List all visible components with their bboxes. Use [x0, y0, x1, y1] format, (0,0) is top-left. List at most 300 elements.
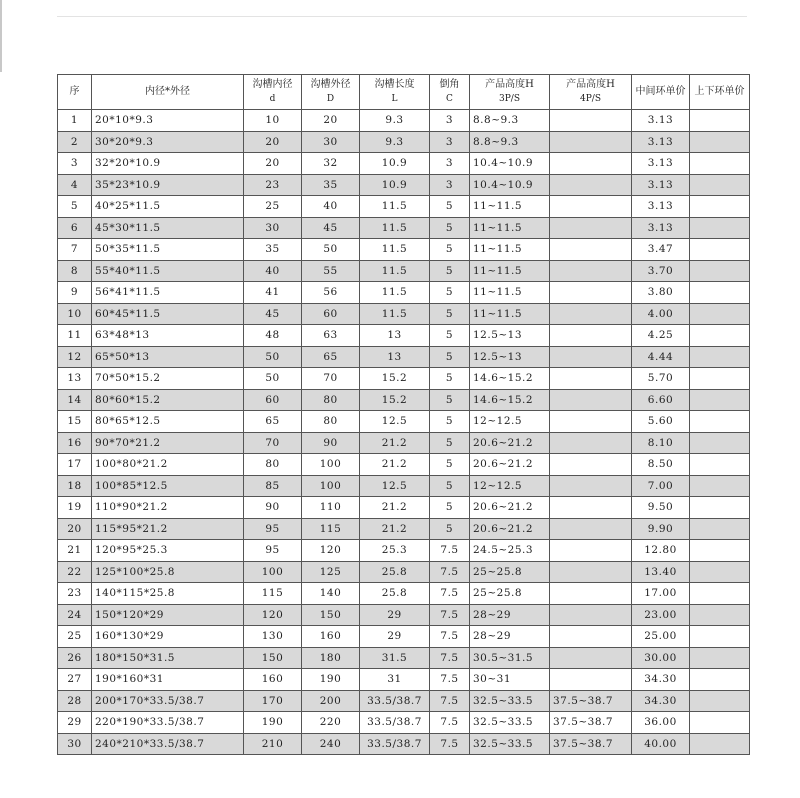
- table-row: [58, 110, 750, 132]
- table-cell: 27: [58, 669, 92, 691]
- table-cell: [690, 561, 750, 583]
- table-cell: 36.00: [632, 712, 690, 734]
- table-cell: 20.6~21.2: [470, 518, 550, 540]
- table-cell: 95: [244, 518, 302, 540]
- table-cell: 20.6~21.2: [470, 497, 550, 519]
- table-cell: 11.5: [360, 239, 430, 261]
- table-cell: 21: [58, 540, 92, 562]
- table-cell: 14.6~15.2: [470, 368, 550, 390]
- table-cell: 200*170*33.5/38.7: [92, 690, 244, 712]
- table-row: [58, 282, 750, 304]
- table-cell: [690, 454, 750, 476]
- window-edge: [0, 0, 2, 72]
- table-cell: 12~12.5: [470, 411, 550, 433]
- table-row: [58, 325, 750, 347]
- table-cell: 9.3: [360, 110, 430, 132]
- table-cell: 28~29: [470, 626, 550, 648]
- table-cell: [690, 497, 750, 519]
- table-cell: 25~25.8: [470, 561, 550, 583]
- table-cell: 5.60: [632, 411, 690, 433]
- table-cell: [550, 475, 632, 497]
- table-cell: 5: [430, 239, 470, 261]
- table-cell: 8.10: [632, 432, 690, 454]
- table-cell: [550, 131, 632, 153]
- table-cell: 40.00: [632, 733, 690, 755]
- table-cell: [690, 475, 750, 497]
- table-cell: 16: [58, 432, 92, 454]
- column-header-label: 沟槽长度: [374, 79, 415, 90]
- table-cell: 3.80: [632, 282, 690, 304]
- table-cell: 5: [430, 432, 470, 454]
- table-cell: [550, 411, 632, 433]
- table-row: [58, 346, 750, 368]
- table-cell: [550, 497, 632, 519]
- table-cell: 190*160*31: [92, 669, 244, 691]
- table-header: [58, 75, 750, 110]
- table-cell: 34.30: [632, 690, 690, 712]
- table-cell: 220: [302, 712, 360, 734]
- column-header-label: 产品高度H: [566, 79, 615, 90]
- table-cell: 30.5~31.5: [470, 647, 550, 669]
- table-cell: 63: [302, 325, 360, 347]
- table-cell: 20*10*9.3: [92, 110, 244, 132]
- table-cell: [690, 131, 750, 153]
- table-row: [58, 690, 750, 712]
- table-cell: [550, 346, 632, 368]
- table-cell: 8: [58, 260, 92, 282]
- table-cell: 45*30*11.5: [92, 217, 244, 239]
- table-cell: [550, 196, 632, 218]
- table-cell: [690, 153, 750, 175]
- table-cell: 70*50*15.2: [92, 368, 244, 390]
- table-cell: 190: [244, 712, 302, 734]
- table-cell: 3.13: [632, 110, 690, 132]
- table-cell: [690, 239, 750, 261]
- table-cell: 41: [244, 282, 302, 304]
- table-cell: 6: [58, 217, 92, 239]
- table-cell: 13: [58, 368, 92, 390]
- table-cell: 3.13: [632, 153, 690, 175]
- table-cell: 120*95*25.3: [92, 540, 244, 562]
- column-header-label: 内径*外径: [145, 86, 190, 97]
- table-cell: 13: [360, 325, 430, 347]
- table-cell: 31.5: [360, 647, 430, 669]
- table-cell: [690, 282, 750, 304]
- table-cell: 40*25*11.5: [92, 196, 244, 218]
- column-header: [690, 75, 750, 110]
- table-cell: [690, 260, 750, 282]
- table-cell: 32: [302, 153, 360, 175]
- column-header-label: 沟槽内径: [252, 79, 293, 90]
- table-cell: 100: [302, 454, 360, 476]
- column-header-label: 倒角: [439, 79, 460, 90]
- table-row: [58, 475, 750, 497]
- table-cell: 11.5: [360, 260, 430, 282]
- table-cell: [550, 561, 632, 583]
- table-cell: 7.5: [430, 583, 470, 605]
- table-cell: [690, 110, 750, 132]
- table-cell: [550, 583, 632, 605]
- table-row: [58, 153, 750, 175]
- table-row: [58, 604, 750, 626]
- table-cell: 12.80: [632, 540, 690, 562]
- table-cell: 23: [58, 583, 92, 605]
- table-cell: 17: [58, 454, 92, 476]
- table-row: [58, 712, 750, 734]
- table-cell: 5: [430, 454, 470, 476]
- table-cell: 50*35*11.5: [92, 239, 244, 261]
- table-cell: 7.5: [430, 669, 470, 691]
- table-cell: 5: [430, 196, 470, 218]
- table-cell: 5: [430, 325, 470, 347]
- table-row: [58, 239, 750, 261]
- table-cell: 23.00: [632, 604, 690, 626]
- table-cell: 5: [430, 282, 470, 304]
- table-cell: 11~11.5: [470, 196, 550, 218]
- column-header-label: 序: [69, 86, 80, 97]
- table-cell: 3.47: [632, 239, 690, 261]
- table-cell: 25: [58, 626, 92, 648]
- table-cell: 21.2: [360, 454, 430, 476]
- table-cell: 25: [244, 196, 302, 218]
- table-cell: [690, 174, 750, 196]
- table-cell: [690, 303, 750, 325]
- table-cell: 5: [430, 346, 470, 368]
- table-cell: 7.5: [430, 733, 470, 755]
- table-cell: 120: [302, 540, 360, 562]
- table-cell: [550, 260, 632, 282]
- table-cell: 10: [244, 110, 302, 132]
- table-cell: 40: [244, 260, 302, 282]
- table-cell: 4.25: [632, 325, 690, 347]
- table-cell: 26: [58, 647, 92, 669]
- table-row: [58, 260, 750, 282]
- table-cell: 150: [302, 604, 360, 626]
- table-cell: 4.00: [632, 303, 690, 325]
- table-cell: 100: [244, 561, 302, 583]
- table-cell: 55*40*11.5: [92, 260, 244, 282]
- table-cell: 32.5~33.5: [470, 712, 550, 734]
- table-cell: [550, 217, 632, 239]
- table-cell: 125: [302, 561, 360, 583]
- table-cell: [690, 325, 750, 347]
- table-cell: 14: [58, 389, 92, 411]
- table-cell: 90: [244, 497, 302, 519]
- table-cell: 13: [360, 346, 430, 368]
- table-cell: 45: [302, 217, 360, 239]
- table-cell: 15: [58, 411, 92, 433]
- table-cell: [550, 153, 632, 175]
- table-row: [58, 669, 750, 691]
- table-cell: 5: [430, 389, 470, 411]
- table-cell: 29: [360, 604, 430, 626]
- table-cell: 7: [58, 239, 92, 261]
- table-cell: [690, 346, 750, 368]
- table-cell: 3: [58, 153, 92, 175]
- table-cell: [690, 669, 750, 691]
- table-row: [58, 733, 750, 755]
- table-row: [58, 303, 750, 325]
- table-cell: 7.5: [430, 604, 470, 626]
- table-cell: 125*100*25.8: [92, 561, 244, 583]
- table-cell: 30.00: [632, 647, 690, 669]
- table-cell: 45: [244, 303, 302, 325]
- table-cell: 150*120*29: [92, 604, 244, 626]
- table-cell: 9.3: [360, 131, 430, 153]
- table-cell: 3: [430, 110, 470, 132]
- table-cell: 80: [302, 411, 360, 433]
- table-cell: 30: [244, 217, 302, 239]
- table-cell: 5: [430, 368, 470, 390]
- table-row: [58, 411, 750, 433]
- table-cell: 35: [244, 239, 302, 261]
- table-cell: 7.5: [430, 690, 470, 712]
- table-cell: [550, 432, 632, 454]
- table-cell: [690, 196, 750, 218]
- table-cell: 200: [302, 690, 360, 712]
- table-cell: 120: [244, 604, 302, 626]
- column-header: [92, 75, 244, 110]
- table-cell: [690, 518, 750, 540]
- table-cell: 31: [360, 669, 430, 691]
- table-cell: 30: [302, 131, 360, 153]
- table-cell: 3: [430, 174, 470, 196]
- table-cell: [550, 325, 632, 347]
- table-cell: 21.2: [360, 518, 430, 540]
- table-row: [58, 647, 750, 669]
- table-cell: 30: [58, 733, 92, 755]
- table-cell: 12.5: [360, 475, 430, 497]
- table-cell: 5: [430, 260, 470, 282]
- table-row: [58, 626, 750, 648]
- table-cell: 32.5~33.5: [470, 733, 550, 755]
- table-cell: 160*130*29: [92, 626, 244, 648]
- table-cell: 35*23*10.9: [92, 174, 244, 196]
- table-cell: 37.5~38.7: [550, 733, 632, 755]
- table-cell: 5: [430, 475, 470, 497]
- table-cell: 100*85*12.5: [92, 475, 244, 497]
- table-cell: 10.9: [360, 174, 430, 196]
- column-header: [244, 75, 302, 110]
- table-cell: 11: [58, 325, 92, 347]
- table-cell: [550, 174, 632, 196]
- table-cell: 140*115*25.8: [92, 583, 244, 605]
- column-header: [430, 75, 470, 110]
- table-cell: 60*45*11.5: [92, 303, 244, 325]
- table-cell: 10: [58, 303, 92, 325]
- table-cell: 7.5: [430, 540, 470, 562]
- table-cell: 100: [302, 475, 360, 497]
- table-cell: 20: [302, 110, 360, 132]
- table-cell: [690, 389, 750, 411]
- table-cell: 11.5: [360, 303, 430, 325]
- table-row: [58, 540, 750, 562]
- table-cell: 28: [58, 690, 92, 712]
- table-cell: 29: [360, 626, 430, 648]
- table-row: [58, 583, 750, 605]
- column-header-label: 中间环单价: [635, 86, 686, 97]
- table-cell: [550, 368, 632, 390]
- table-cell: 80*65*12.5: [92, 411, 244, 433]
- table-cell: 1: [58, 110, 92, 132]
- table-cell: 30*20*9.3: [92, 131, 244, 153]
- table-cell: 15.2: [360, 368, 430, 390]
- table-cell: 3.13: [632, 174, 690, 196]
- table-cell: 5.70: [632, 368, 690, 390]
- table-row: [58, 196, 750, 218]
- table-cell: 8.8~9.3: [470, 131, 550, 153]
- table-cell: 18: [58, 475, 92, 497]
- column-header-sublabel: 4P/S: [580, 94, 601, 104]
- table-cell: 60: [244, 389, 302, 411]
- column-header: [58, 75, 92, 110]
- table-cell: 240*210*33.5/38.7: [92, 733, 244, 755]
- column-header-sublabel: D: [326, 94, 335, 104]
- column-header-sublabel: d: [269, 94, 276, 104]
- table-cell: 3: [430, 153, 470, 175]
- column-header-sublabel: L: [391, 94, 398, 104]
- table-cell: [690, 604, 750, 626]
- table-row: [58, 217, 750, 239]
- table-cell: 115*95*21.2: [92, 518, 244, 540]
- table-cell: 190: [302, 669, 360, 691]
- table-row: [58, 389, 750, 411]
- table-cell: [690, 583, 750, 605]
- table-cell: 3: [430, 131, 470, 153]
- table-cell: 5: [430, 411, 470, 433]
- table-cell: 56: [302, 282, 360, 304]
- table-cell: 37.5~38.7: [550, 712, 632, 734]
- table-cell: 50: [244, 346, 302, 368]
- table-row: [58, 432, 750, 454]
- table-cell: [550, 454, 632, 476]
- table-cell: [690, 411, 750, 433]
- table-cell: 22: [58, 561, 92, 583]
- table-cell: 19: [58, 497, 92, 519]
- table-cell: [690, 647, 750, 669]
- table-cell: 11~11.5: [470, 282, 550, 304]
- table-cell: 20: [58, 518, 92, 540]
- table-cell: [690, 540, 750, 562]
- table-cell: 50: [244, 368, 302, 390]
- table-cell: 180: [302, 647, 360, 669]
- table-cell: 220*190*33.5/38.7: [92, 712, 244, 734]
- table-cell: [550, 110, 632, 132]
- table-cell: 160: [244, 669, 302, 691]
- table-row: [58, 368, 750, 390]
- table-cell: 7.00: [632, 475, 690, 497]
- spec-price-table: [57, 74, 750, 755]
- table-cell: 5: [430, 497, 470, 519]
- table-cell: 65: [302, 346, 360, 368]
- column-header-label: 沟槽外径: [310, 79, 351, 90]
- table-cell: [550, 282, 632, 304]
- table-cell: 3.13: [632, 131, 690, 153]
- table-cell: 5: [430, 303, 470, 325]
- table-cell: 80*60*15.2: [92, 389, 244, 411]
- table-cell: 65: [244, 411, 302, 433]
- table-cell: 210: [244, 733, 302, 755]
- table-cell: 55: [302, 260, 360, 282]
- table-cell: 80: [244, 454, 302, 476]
- table-cell: 9.50: [632, 497, 690, 519]
- table-row: [58, 497, 750, 519]
- table-cell: [690, 432, 750, 454]
- table-cell: 7.5: [430, 647, 470, 669]
- table-cell: 28~29: [470, 604, 550, 626]
- table-cell: 70: [302, 368, 360, 390]
- table-cell: 5: [430, 518, 470, 540]
- table-cell: 11~11.5: [470, 260, 550, 282]
- table-cell: 3.70: [632, 260, 690, 282]
- table-cell: 3.13: [632, 217, 690, 239]
- table-cell: 17.00: [632, 583, 690, 605]
- table-cell: 10.4~10.9: [470, 153, 550, 175]
- table-cell: [690, 626, 750, 648]
- table-cell: 48: [244, 325, 302, 347]
- table-cell: [550, 303, 632, 325]
- table-cell: 110*90*21.2: [92, 497, 244, 519]
- table-cell: 20: [244, 153, 302, 175]
- table-cell: [550, 239, 632, 261]
- column-header: [550, 75, 632, 110]
- table-cell: 11.5: [360, 196, 430, 218]
- table-row: [58, 174, 750, 196]
- table-cell: [690, 733, 750, 755]
- table-cell: 8.8~9.3: [470, 110, 550, 132]
- table-cell: 115: [302, 518, 360, 540]
- table-cell: 11~11.5: [470, 217, 550, 239]
- table-cell: 12.5~13: [470, 346, 550, 368]
- table-row: [58, 454, 750, 476]
- table-cell: 115: [244, 583, 302, 605]
- table-cell: 11.5: [360, 217, 430, 239]
- table-cell: 150: [244, 647, 302, 669]
- column-header: [470, 75, 550, 110]
- table-cell: 100*80*21.2: [92, 454, 244, 476]
- table-body: [58, 110, 750, 755]
- table-cell: 24: [58, 604, 92, 626]
- table-cell: 37.5~38.7: [550, 690, 632, 712]
- table-cell: 33.5/38.7: [360, 690, 430, 712]
- table-cell: 10.4~10.9: [470, 174, 550, 196]
- column-header-sublabel: 3P/S: [499, 94, 520, 104]
- table-cell: 8.50: [632, 454, 690, 476]
- table-cell: 29: [58, 712, 92, 734]
- table-cell: 130: [244, 626, 302, 648]
- column-header: [360, 75, 430, 110]
- table-cell: 32*20*10.9: [92, 153, 244, 175]
- table-cell: 10.9: [360, 153, 430, 175]
- table-cell: 90*70*21.2: [92, 432, 244, 454]
- table-cell: [550, 518, 632, 540]
- table-cell: 65*50*13: [92, 346, 244, 368]
- table-cell: 13.40: [632, 561, 690, 583]
- table-cell: 60: [302, 303, 360, 325]
- table-cell: [690, 690, 750, 712]
- table-cell: 70: [244, 432, 302, 454]
- table-cell: 32.5~33.5: [470, 690, 550, 712]
- table-cell: 2: [58, 131, 92, 153]
- table-cell: [550, 626, 632, 648]
- table-cell: 110: [302, 497, 360, 519]
- column-header: [302, 75, 360, 110]
- table-cell: 34.30: [632, 669, 690, 691]
- table-cell: 5: [58, 196, 92, 218]
- table-cell: [690, 712, 750, 734]
- table-cell: 80: [302, 389, 360, 411]
- table-cell: 12: [58, 346, 92, 368]
